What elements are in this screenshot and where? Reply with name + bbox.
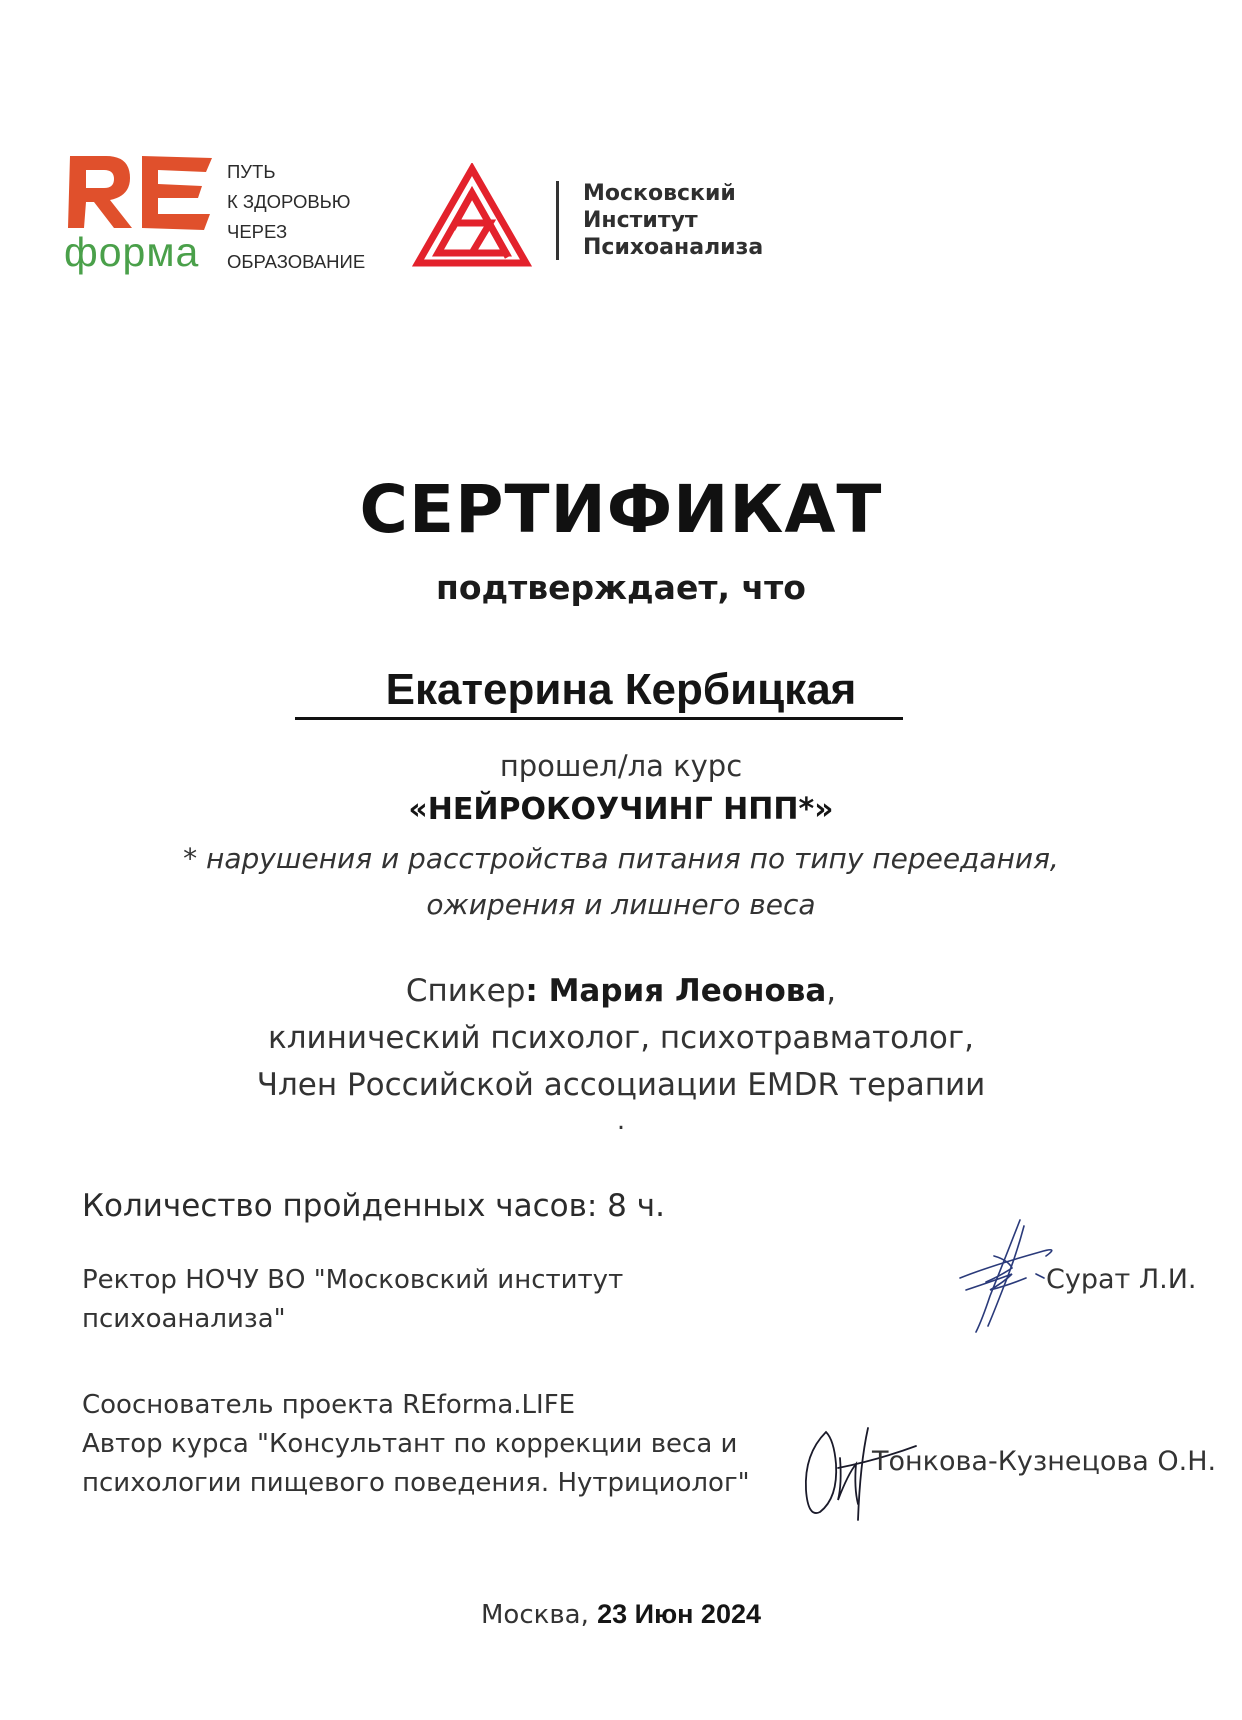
signatory-title-line: Ректор НОЧУ ВО "Московский институт [82,1265,624,1295]
issue-date: 23 Июн 2024 [597,1599,761,1629]
place: Москва, [481,1600,589,1630]
certificate-subtitle: подтверждает, что [436,568,806,607]
hours-completed: Количество пройденных часов: 8 ч. [82,1188,665,1224]
certificate-title: СЕРТИФИКАТ [359,471,883,548]
slogan-line: ОБРАЗОВАНИЕ [227,251,366,272]
logo-divider [556,181,559,260]
speaker-line [0,968,1242,1015]
reforma-logo-word: форма [64,229,200,275]
course-note-line: * нарушения и расстройства питания по типу переедания, [183,842,1059,875]
course-note-line: ожирения и лишнего веса [426,888,816,921]
signatory-name: Сурат Л.И. [1046,1264,1197,1295]
speaker-block [0,968,1242,1109]
signatory-title-line: психоанализа" [82,1304,286,1334]
mip-name-line: Московский [583,181,736,206]
signature-image [950,1216,1060,1336]
signatory-title-line: Сооснователь проекта REforma.LIFE [82,1390,576,1420]
speaker-trailing: , [826,973,837,1009]
mip-logo-name [583,180,763,261]
signatory-name: Тонкова-Кузнецова О.Н. [872,1446,1217,1477]
speaker-name: : Мария Леонова [525,973,827,1009]
mip-name-line: Институт [583,208,698,233]
recipient-name: Екатерина Кербицкая [385,665,857,714]
mip-logo-mark [412,163,532,271]
signatory-title-line: Автор курса "Консультант по коррекции веса и [82,1429,738,1459]
speaker-role: Член Российской ассоциации EMDR терапии [256,1067,986,1103]
speaker-role: клинический психолог, психотравматолог, [267,1020,975,1056]
speaker-label: Спикер [405,973,526,1009]
place-date [0,1596,1242,1633]
mip-name-line: Психоанализа [583,235,764,260]
course-title: «НЕЙРОКОУЧИНГ НПП*» [408,792,834,827]
reforma-logo-mark [66,152,216,232]
signatory-title [82,1261,623,1339]
completed-text: прошел/ла курс [499,749,743,783]
reforma-slogan [227,157,365,277]
recipient-underline [295,717,903,720]
slogan-line: К ЗДОРОВЬЮ [227,191,351,212]
slogan-line: ЧЕРЕЗ [227,221,288,242]
speaker-dot: . [616,1106,626,1136]
course-note [0,836,1242,928]
signatory-title-line: психологии пищевого поведения. Нутрициолог" [82,1468,750,1498]
slogan-line: ПУТЬ [227,161,276,182]
signatory-title [82,1386,750,1503]
